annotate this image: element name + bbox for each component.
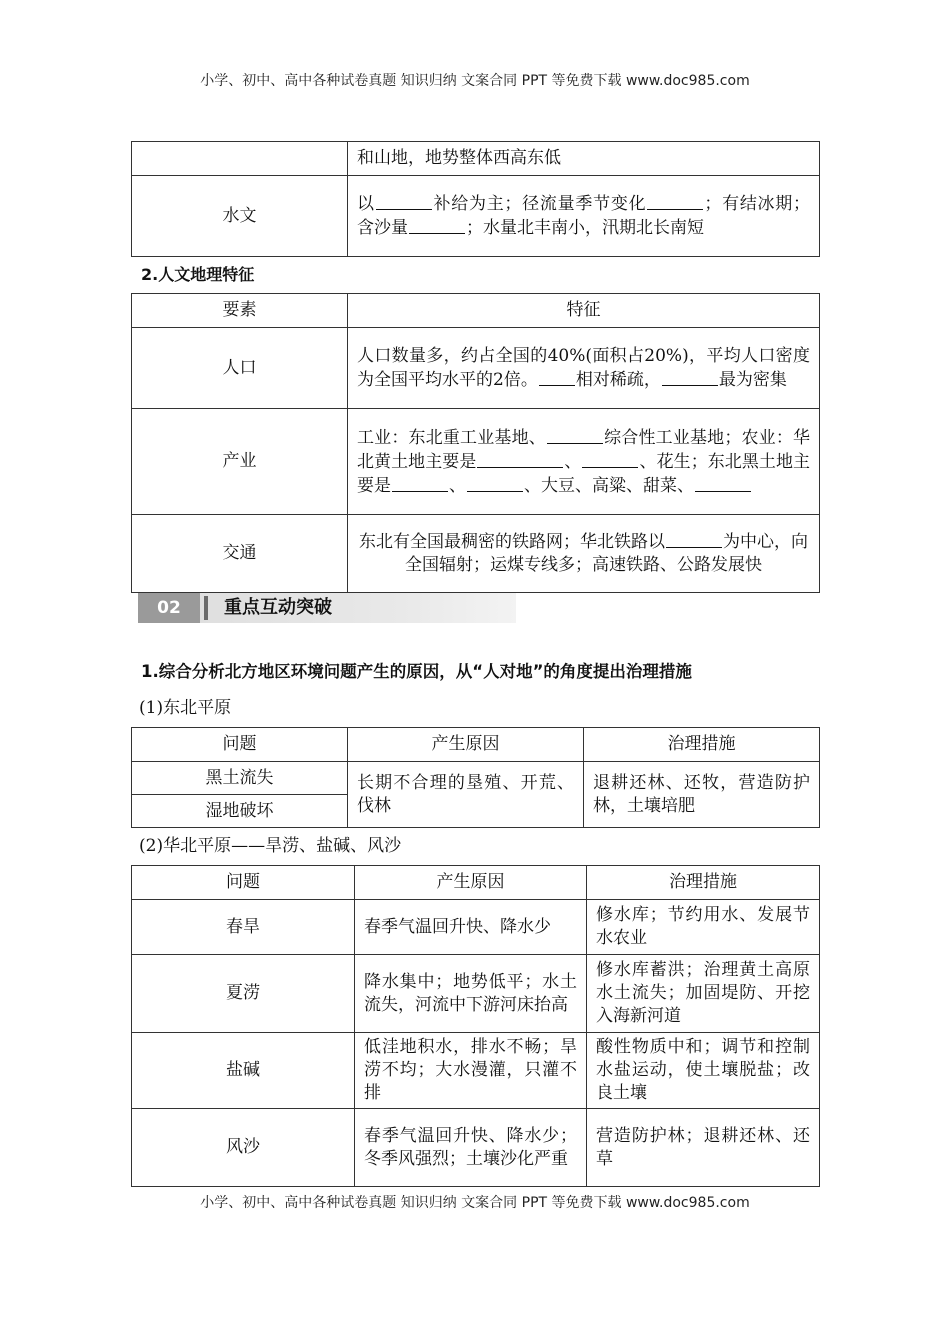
cell-text: 、 [564,451,582,472]
table-cell: 人口 [132,328,348,409]
table-cell: 长期不合理的垦殖、开荒、伐林 [348,762,584,828]
fill-blank[interactable] [582,450,638,468]
section-heading: 2.人文地理特征 [141,265,255,284]
table-row [132,1109,820,1187]
column-header: 治理措施 [584,728,820,762]
table-cell: 酸性物质中和；调节和控制水盐运动，使土壤脱盐；改良土壤 [587,1033,820,1109]
table-row [132,900,820,955]
table-cell [132,142,348,176]
table-cell: 夏涝 [132,955,355,1033]
table-cell: 修水库；节约用水、发展节水农业 [587,900,820,955]
fill-blank[interactable] [392,474,448,492]
table-row [132,515,820,593]
subheading: (1)东北平原 [139,698,232,718]
cell-text: 、 [449,475,466,496]
cell-text: 以 [357,194,375,214]
table-header-row [132,728,820,762]
table-row [132,762,820,795]
table-cell: 修水库蓄洪；治理黄土高原水土流失；加固堤防、开挖入海新河道 [587,955,820,1033]
subheading: (2)华北平原——旱涝、盐碱、风沙 [139,836,402,856]
fill-blank[interactable] [477,450,563,468]
table-cell: 退耕还林、还牧，营造防护林，土壤培肥 [584,762,820,828]
table-header-row [132,294,820,328]
fill-blank[interactable] [467,474,523,492]
table-cell [348,515,820,593]
table-cell: 营造防护林；退耕还林、还草 [587,1109,820,1187]
cell-text: 人口数量多，约占全国的40%(面积占20%)，平均人口密度为全国平均水平的2倍。 [357,345,810,390]
page-footer: 小学、初中、高中各种试卷真题 知识归纳 文案合同 PPT 等免费下载 www.doc985.com [200,1195,750,1211]
cell-text: 、大豆、高粱、甜菜、 [524,475,694,496]
north-china-plain-table [131,865,820,1187]
fill-blank[interactable] [539,368,575,386]
table-row [132,328,820,409]
section-banner [138,593,516,623]
table-row [132,142,820,176]
table-cell: 水文 [132,176,348,257]
column-header: 问题 [132,866,355,900]
table-row [132,176,820,257]
page-header: 小学、初中、高中各种试卷真题 知识归纳 文案合同 PPT 等免费下载 www.doc985.com [200,73,750,89]
table-cell: 交通 [132,515,348,593]
table-cell: 和山地，地势整体西高东低 [348,142,820,176]
cell-text: 东北有全国最稠密的铁路网；华北铁路以 [359,532,665,552]
table-cell: 春季气温回升快、降水少；冬季风强烈；土壤沙化严重 [355,1109,587,1187]
table-cell: 盐碱 [132,1033,355,1109]
column-header: 要素 [132,294,348,328]
fill-blank[interactable] [647,192,703,210]
table-row [132,1033,820,1109]
cell-text: ；有结冰期；含沙量 [357,194,811,238]
natural-features-table [131,141,820,257]
column-header: 治理措施 [587,866,820,900]
table-row [132,409,820,515]
northeast-plain-table [131,727,820,828]
table-cell: 风沙 [132,1109,355,1187]
table-cell: 黑土流失 [132,762,348,795]
fill-blank[interactable] [547,426,603,444]
table-cell: 湿地破坏 [132,795,348,828]
table-cell: 春季气温回升快、降水少 [355,900,587,955]
cell-text: 综合性工业基地；农业：华北黄土地主要是 [357,427,811,472]
table-cell: 产业 [132,409,348,515]
fill-blank[interactable] [662,368,718,386]
table-cell [348,328,820,409]
column-header: 产生原因 [348,728,584,762]
cell-text: 补给为主；径流量季节变化 [432,194,647,214]
cell-text: 、花生；东北黑土地主要是 [357,451,811,496]
table-cell [348,409,820,515]
column-header: 产生原因 [355,866,587,900]
table-row [132,955,820,1033]
column-header: 特征 [348,294,820,328]
section-divider [204,596,208,620]
section-number: 02 [138,593,200,623]
fill-blank[interactable] [409,216,465,234]
table-cell: 降水集中；地势低平；水土流失，河流中下游河床抬高 [355,955,587,1033]
human-geography-table [131,293,820,593]
table-cell: 春旱 [132,900,355,955]
cell-text: 工业：东北重工业基地、 [357,427,546,448]
fill-blank[interactable] [376,192,432,210]
cell-text: ；水量北丰南小，汛期北长南短 [466,218,704,238]
table-cell: 低洼地积水，排水不畅；旱涝不均；大水漫灌，只灌不排 [355,1033,587,1109]
section-title: 重点互动突破 [224,597,332,618]
column-header: 问题 [132,728,348,762]
fill-blank[interactable] [695,474,751,492]
cell-text: 相对稀疏， [575,369,661,390]
cell-text: 为中心，向全国辐射；运煤专线多；高速铁路、公路发展快 [405,532,808,575]
fill-blank[interactable] [666,530,722,548]
question-heading: 1.综合分析北方地区环境问题产生的原因，从“人对地”的角度提出治理措施 [141,662,692,681]
cell-text: 最为密集 [718,369,787,390]
table-header-row [132,866,820,900]
table-cell [348,176,820,257]
